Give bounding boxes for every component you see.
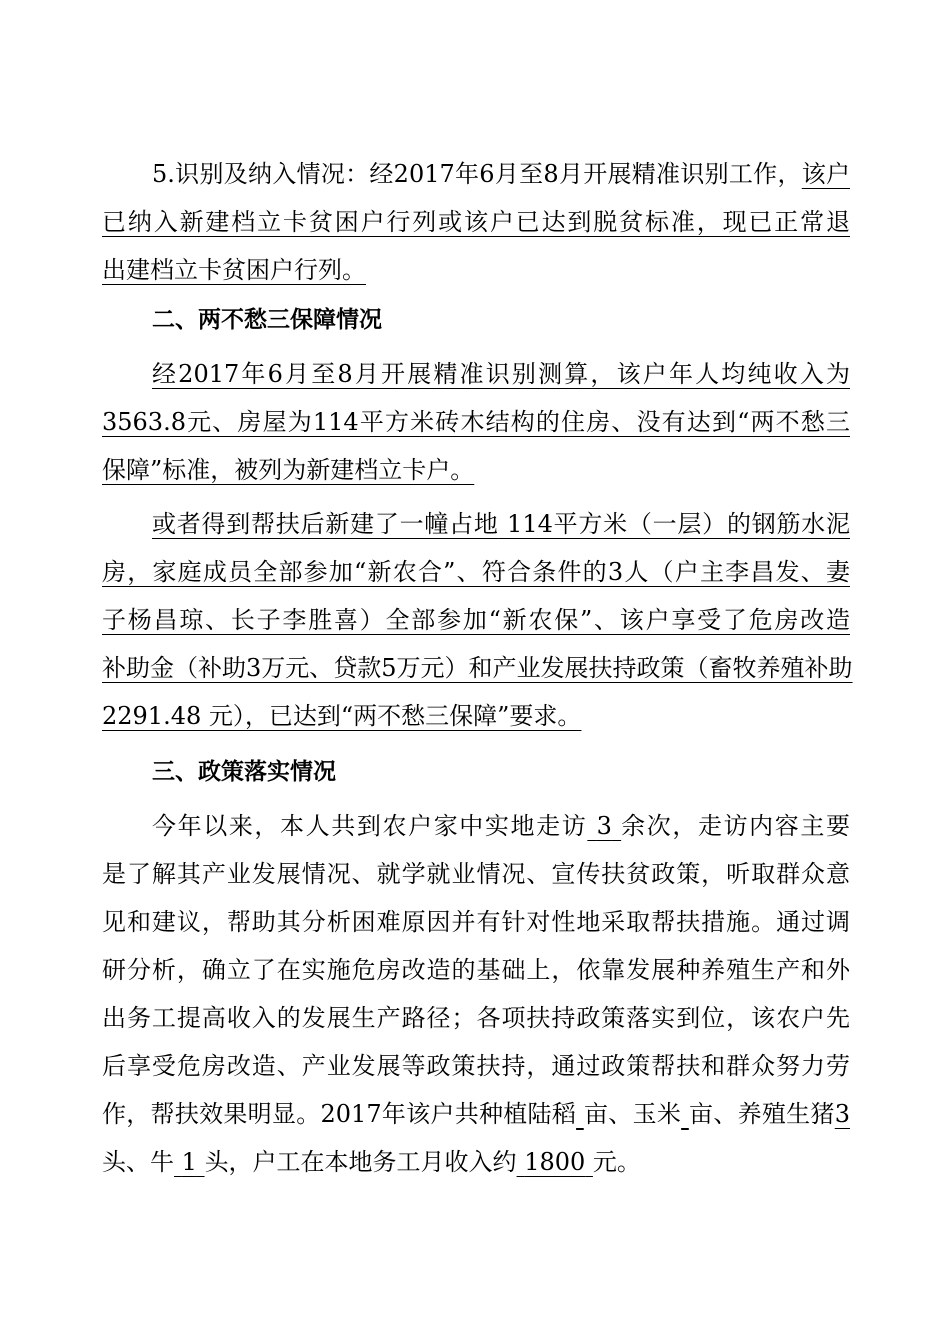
recognition-underlined-start: 该户 <box>801 160 851 188</box>
policy-line-7-start: 作，帮扶效果明显。2017年该户共种植陆稻 <box>102 1100 577 1128</box>
housing-line-1 <box>102 500 850 548</box>
pig-count: 3 <box>834 1100 851 1128</box>
corn-acreage-blank <box>681 1090 689 1138</box>
recognition-line-3: 出建档立卡贫困户行列。 <box>102 256 366 284</box>
housing-line-1-area: 114平方米（一层）的钢筋水泥 <box>507 510 850 538</box>
monthly-income-value: 1800 <box>524 1148 586 1176</box>
policy-line-1 <box>102 802 850 850</box>
income-line-2: 3563.8元、房屋为114平方米砖木结构的住房、没有达到“两不愁三 <box>102 408 850 436</box>
policy-line-5: 出务工提高收入的发展生产路径；各项扶持政策落实到位，该农户先 <box>102 1004 850 1032</box>
section-heading-two: 二、两不愁三保障情况 <box>152 307 382 333</box>
policy-line-2: 是了解其产业发展情况、就学就业情况、宣传扶贫政策，听取群众意 <box>102 860 850 888</box>
policy-line-8 <box>102 1138 641 1186</box>
policy-line-8-start: 头、牛 <box>102 1148 174 1176</box>
policy-line-7 <box>102 1090 850 1138</box>
policy-line-4: 研分析，确立了在实施危房改造的基础上，依靠发展种养殖生产和外 <box>102 956 850 984</box>
cattle-count-value: 1 <box>181 1148 197 1176</box>
rice-acreage-blank <box>576 1090 584 1138</box>
recognition-line-2: 已纳入新建档立卡贫困户行列或该户已达到脱贫标准，现已正常退 <box>102 208 850 236</box>
policy-line-1-end: 余次，走访内容主要 <box>621 812 851 840</box>
housing-line-1-start: 或者得到帮扶后新建了一幢占地 <box>152 510 499 538</box>
cattle-count <box>174 1148 205 1176</box>
policy-line-7-pigs: 亩、养殖生猪 <box>688 1100 835 1128</box>
policy-line-3: 见和建议，帮助其分析困难原因并有针对性地采取帮扶措施。通过调 <box>102 908 850 936</box>
housing-line-5: 2291.48 元），已达到“两不愁三保障”要求。 <box>102 702 582 730</box>
policy-line-8-mid: 头，户工在本地务工月收入约 <box>204 1148 517 1176</box>
income-line-1: 经2017年6月至8月开展精准识别测算，该户年人均纯收入为 <box>152 360 850 388</box>
income-line-3: 保障”标准，被列为新建档立卡户。 <box>102 456 475 484</box>
visit-count-value: 3 <box>596 812 612 840</box>
recognition-prefix: 5.识别及纳入情况：经2017年6月至8月开展精准识别工作， <box>152 160 802 188</box>
policy-line-1-start: 今年以来，本人共到农户家中实地走访 <box>152 812 588 840</box>
monthly-income <box>517 1148 593 1176</box>
housing-line-3: 子杨昌琼、长子李胜喜）全部参加“新农保”、该户享受了危房改造 <box>102 606 850 634</box>
housing-line-4: 补助金（补助3万元、贷款5万元）和产业发展扶持政策（畜牧养殖补助 <box>102 654 853 682</box>
section-heading-three: 三、政策落实情况 <box>152 759 336 785</box>
policy-line-6: 后享受危房改造、产业发展等政策扶持，通过政策帮扶和群众努力劳 <box>102 1052 850 1080</box>
housing-line-2: 房，家庭成员全部参加“新农合”、符合条件的3人（户主李昌发、妻 <box>102 558 850 586</box>
recognition-line-1 <box>102 150 850 198</box>
policy-line-7-corn: 亩、玉米 <box>583 1100 682 1128</box>
policy-line-8-end: 元。 <box>592 1148 641 1176</box>
visit-count <box>587 812 621 840</box>
